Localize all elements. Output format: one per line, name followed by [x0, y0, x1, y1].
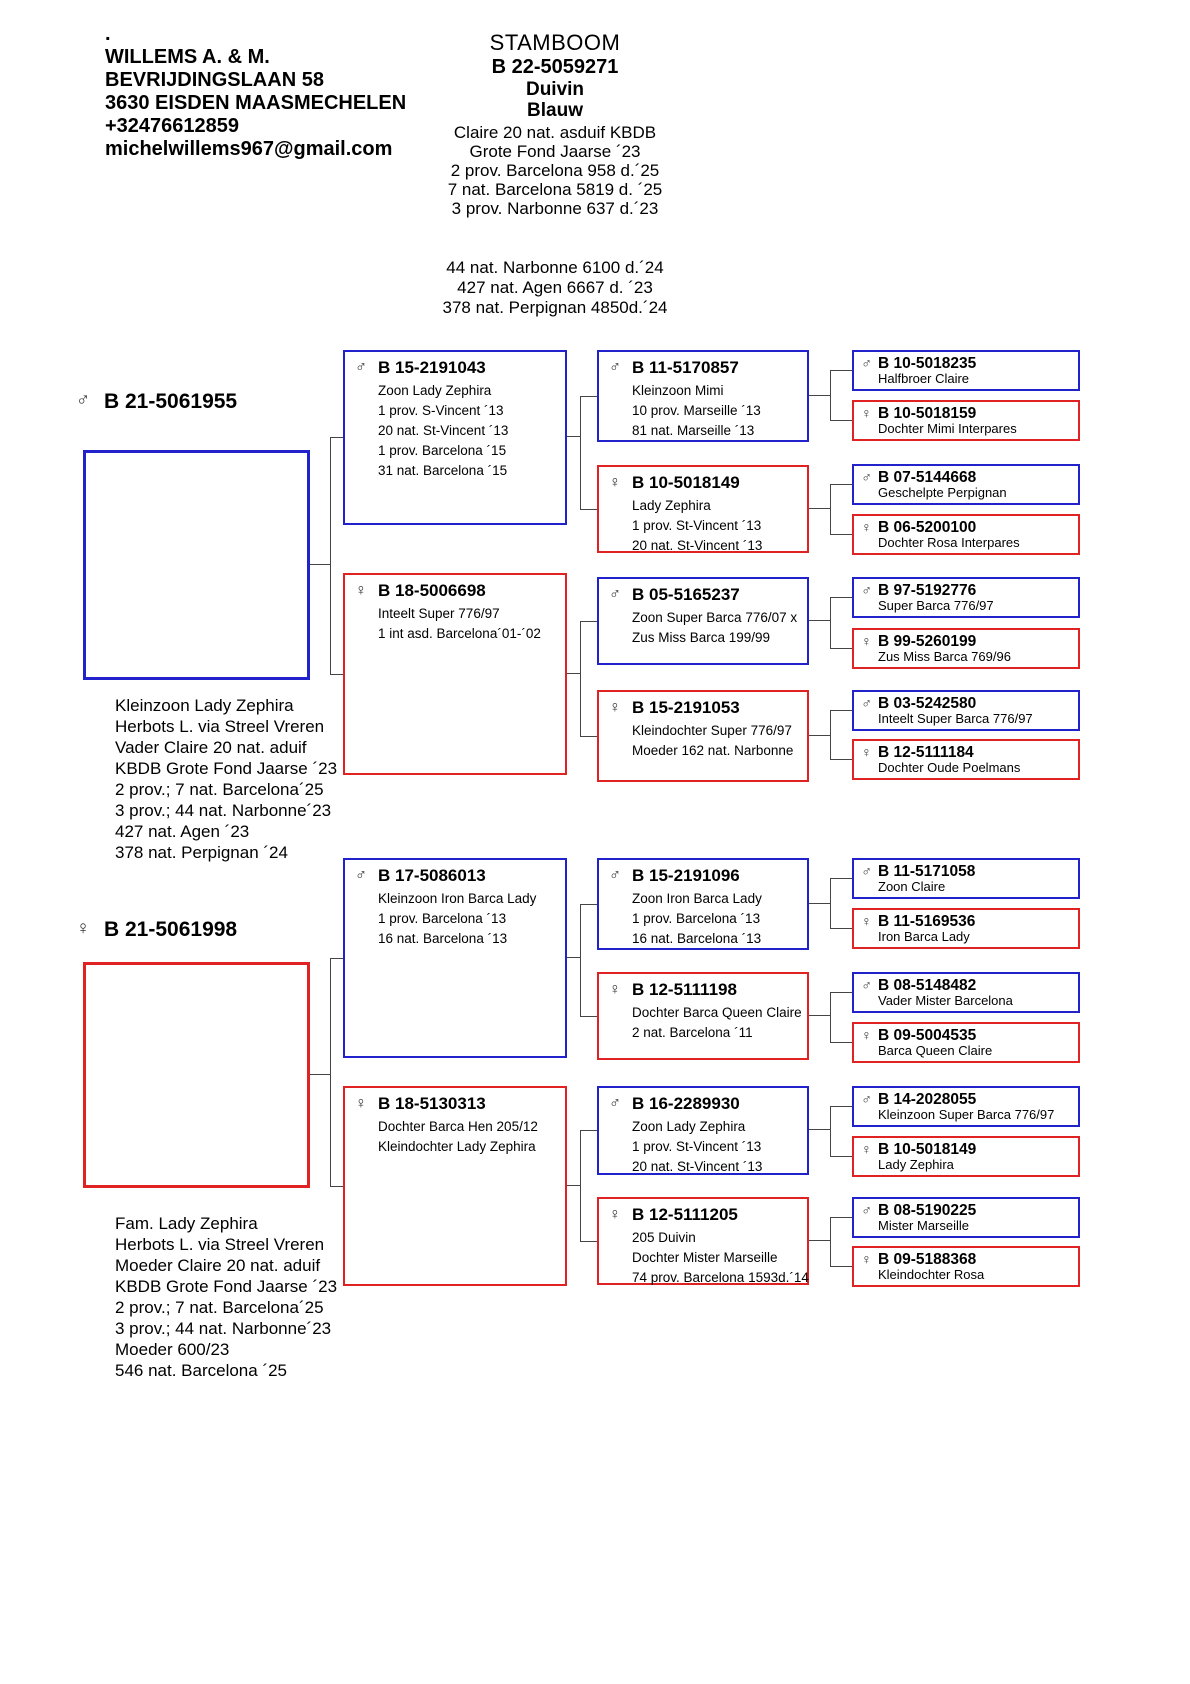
connector-line — [809, 395, 830, 396]
bird-name-label: Barca Queen Claire — [878, 1043, 993, 1058]
male-symbol-icon: ♂ — [609, 867, 621, 884]
ring-number: B 05-5165237 — [632, 585, 740, 604]
male-symbol-icon: ♂ — [861, 863, 872, 879]
text-line: Kleinzoon Mimi — [632, 383, 724, 398]
ring-number: B 11-5171058 — [878, 863, 976, 880]
text-line: Kleinzoon Lady Zephira — [115, 696, 294, 715]
pedigree-box — [597, 690, 809, 782]
connector-line — [830, 420, 852, 421]
ring-number: B 15-2191053 — [632, 698, 740, 717]
pedigree-box — [597, 465, 809, 553]
bird-name-label: Mister Marseille — [878, 1218, 970, 1233]
text-line: Herbots L. via Streel Vreren — [115, 717, 325, 736]
female-symbol-icon: ♀ — [609, 981, 621, 998]
text-line: KBDB Grote Fond Jaarse ´23 — [115, 759, 338, 778]
detail-lines — [599, 1224, 807, 1288]
bird-name-label: Halfbroer Claire — [878, 371, 970, 386]
text-line: Kleindochter Lady Zephira — [378, 1139, 536, 1154]
connector-line — [830, 878, 831, 929]
connector-line — [330, 1186, 343, 1187]
ring-number: B 03-5242580 — [878, 695, 977, 712]
subject-ring-number: B 22-5059271 — [491, 56, 619, 78]
pedigree-box — [343, 1086, 567, 1286]
connector-line — [310, 564, 330, 565]
text-line: 2 prov. Barcelona 958 d.´25 — [450, 161, 660, 180]
detail-lines — [599, 1113, 807, 1177]
breeder-info — [105, 46, 406, 161]
connector-line — [330, 958, 331, 1187]
female-symbol-icon: ♀ — [861, 519, 872, 535]
connector-line — [809, 508, 830, 509]
connector-line — [809, 1129, 830, 1130]
ring-number: B 07-5144668 — [878, 469, 977, 486]
connector-line — [830, 597, 852, 598]
pedigree-box — [852, 1246, 1080, 1287]
connector-line — [809, 620, 830, 621]
text-line: 1 prov. St-Vincent ´13 — [632, 518, 762, 533]
bird-name-label: Dochter Rosa Interpares — [878, 535, 1020, 550]
connector-line — [809, 735, 830, 736]
text-line: 1 prov. Barcelona ´13 — [378, 911, 507, 926]
dam-notes — [115, 1213, 337, 1381]
connector-line — [830, 370, 852, 371]
pedigree-box — [852, 1086, 1080, 1127]
text-line: 378 nat. Perpignan ´24 — [115, 843, 288, 862]
sire-label — [73, 390, 237, 413]
title-block — [400, 30, 710, 218]
connector-line — [830, 878, 852, 879]
pedigree-box — [852, 690, 1080, 731]
female-symbol-icon: ♀ — [861, 405, 872, 421]
pedigree-box — [852, 739, 1080, 780]
connector-line — [830, 992, 831, 1043]
text-line: 3 prov.; 44 nat. Narbonne´23 — [115, 1319, 332, 1338]
female-symbol-icon: ♀ — [355, 1095, 367, 1112]
connector-line — [567, 1185, 580, 1186]
ring-number: B 10-5018235 — [878, 355, 977, 372]
bird-name-label: Super Barca 776/97 — [878, 598, 994, 613]
ring-number: B 17-5086013 — [378, 866, 486, 885]
pedigree-box — [852, 350, 1080, 391]
text-line: +32476612859 — [105, 115, 240, 137]
pedigree-box — [343, 350, 567, 525]
connector-line — [580, 621, 581, 737]
female-symbol-icon: ♀ — [861, 1027, 872, 1043]
bird-name-label: Zoon Claire — [878, 879, 946, 894]
connector-line — [580, 621, 597, 622]
text-line: Zoon Iron Barca Lady — [632, 891, 762, 906]
text-line: BEVRIJDINGSLAAN 58 — [105, 69, 324, 91]
male-symbol-icon: ♂ — [355, 867, 367, 884]
ring-number: B 16-2289930 — [632, 1094, 740, 1113]
bird-name-label: Dochter Mimi Interpares — [878, 421, 1017, 436]
ring-number: B 14-2028055 — [878, 1091, 977, 1108]
text-line: 16 nat. Barcelona ´13 — [378, 931, 508, 946]
connector-line — [580, 904, 581, 1017]
bird-name-label: Kleinzoon Super Barca 776/97 — [878, 1107, 1055, 1122]
connector-line — [580, 396, 581, 510]
male-symbol-icon: ♂ — [609, 1095, 621, 1112]
pedigree-box — [597, 858, 809, 950]
ring-number: B 18-5006698 — [378, 581, 486, 600]
pedigree-box — [852, 628, 1080, 669]
female-symbol-icon: ♀ — [861, 1141, 872, 1157]
connector-line — [330, 958, 343, 959]
text-line: Lady Zephira — [632, 498, 711, 513]
detail-lines — [599, 885, 807, 949]
detail-lines — [599, 717, 807, 761]
female-symbol-icon: ♀ — [609, 1206, 621, 1223]
connector-line — [830, 534, 852, 535]
ring-number: B 15-2191043 — [378, 358, 486, 377]
connector-line — [830, 1266, 852, 1267]
text-line: 3630 EISDEN MAASMECHELEN — [105, 92, 407, 114]
ring-number: B 10-5018149 — [632, 473, 740, 492]
sire-notes — [115, 695, 337, 863]
text-line: Kleinzoon Iron Barca Lady — [378, 891, 537, 906]
text-line: 2 prov.; 7 nat. Barcelona´25 — [115, 1298, 324, 1317]
detail-lines — [345, 600, 565, 644]
pedigree-box — [597, 1086, 809, 1175]
pedigree-box — [852, 514, 1080, 555]
connector-line — [580, 736, 597, 737]
ring-number: B 10-5018159 — [878, 405, 977, 422]
text-line: 1 int asd. Barcelona´01-´02 — [378, 626, 541, 641]
bird-name-label: Vader Mister Barcelona — [878, 993, 1013, 1008]
pedigree-box — [852, 464, 1080, 505]
subject-results — [400, 123, 710, 218]
text-line: 7 nat. Barcelona 5819 d. ´25 — [447, 180, 663, 199]
connector-line — [830, 992, 852, 993]
female-symbol-icon: ♀ — [861, 1251, 872, 1267]
connector-line — [580, 1241, 597, 1242]
connector-line — [580, 396, 597, 397]
connector-line — [567, 957, 580, 958]
text-line: Vader Claire 20 nat. aduif — [115, 738, 307, 757]
text-line: 20 nat. St-Vincent ´13 — [632, 1159, 763, 1174]
ring-number: B 12-5111184 — [878, 744, 974, 761]
dam-label — [73, 918, 237, 941]
ring-number: B 18-5130313 — [378, 1094, 486, 1113]
male-symbol-icon: ♂ — [355, 359, 367, 376]
female-symbol-icon: ♀ — [861, 633, 872, 649]
ring-number: B 09-5004535 — [878, 1027, 977, 1044]
female-symbol-icon: ♀ — [609, 699, 621, 716]
detail-lines — [599, 999, 807, 1043]
connector-line — [580, 904, 597, 905]
pedigree-box — [852, 1022, 1080, 1063]
female-symbol-icon: ♀ — [861, 744, 872, 760]
connector-line — [809, 1240, 830, 1241]
male-symbol-icon: ♂ — [861, 1202, 872, 1218]
text-line: Kleindochter Super 776/97 — [632, 723, 792, 738]
pedigree-box — [343, 573, 567, 775]
bird-name-label: Kleindochter Rosa — [878, 1267, 985, 1282]
female-symbol-icon: ♀ — [609, 474, 621, 491]
connector-line — [830, 928, 852, 929]
male-symbol-icon: ♂ — [861, 977, 872, 993]
connector-line — [567, 436, 580, 437]
pedigree-box — [852, 908, 1080, 949]
connector-line — [830, 370, 831, 421]
detail-lines — [345, 1113, 565, 1157]
text-line: 2 nat. Barcelona ´11 — [632, 1025, 753, 1040]
additional-results — [400, 258, 710, 318]
pedigree-box — [852, 858, 1080, 899]
sire-photo-box — [83, 450, 310, 680]
male-symbol-icon: ♂ — [861, 582, 872, 598]
ring-number: B 10-5018149 — [878, 1141, 977, 1158]
connector-line — [830, 1217, 852, 1218]
ring-number: B 08-5190225 — [878, 1202, 977, 1219]
bird-name-label: Iron Barca Lady — [878, 929, 970, 944]
subject-sex-label: Duivin — [525, 79, 585, 100]
pedigree-box — [852, 577, 1080, 618]
text-line: Herbots L. via Streel Vreren — [115, 1235, 325, 1254]
text-line: 546 nat. Barcelona ´25 — [115, 1361, 288, 1380]
ring-number: B 97-5192776 — [878, 582, 977, 599]
connector-line — [830, 710, 831, 760]
male-symbol-icon: ♂ — [75, 390, 91, 411]
dam-photo-box — [83, 962, 310, 1188]
connector-line — [330, 437, 343, 438]
pedigree-box — [852, 972, 1080, 1013]
text-line: Dochter Barca Queen Claire — [632, 1005, 802, 1020]
text-line: 44 nat. Narbonne 6100 d.´24 — [446, 258, 664, 277]
connector-line — [830, 648, 852, 649]
text-line: 20 nat. St-Vincent ´13 — [632, 538, 763, 553]
male-symbol-icon: ♂ — [861, 355, 872, 371]
ring-number: B 08-5148482 — [878, 977, 977, 994]
connector-line — [830, 484, 852, 485]
ring-number: B 21-5061998 — [104, 918, 238, 941]
connector-line — [830, 597, 831, 649]
connector-line — [580, 509, 597, 510]
ring-number: B 12-5111198 — [632, 980, 737, 999]
connector-line — [580, 1130, 597, 1131]
connector-line — [830, 1106, 831, 1157]
female-symbol-icon: ♀ — [861, 913, 872, 929]
text-line: Zoon Super Barca 776/07 x — [632, 610, 798, 625]
text-line: Claire 20 nat. asduif KBDB — [453, 123, 657, 142]
detail-lines — [345, 885, 565, 949]
bird-name-label: Lady Zephira — [878, 1157, 954, 1172]
connector-line — [580, 1016, 597, 1017]
text-line: 1 prov. St-Vincent ´13 — [632, 1139, 762, 1154]
text-line: Moeder 600/23 — [115, 1340, 230, 1359]
connector-line — [330, 437, 331, 675]
text-line: 10 prov. Marseille ´13 — [632, 403, 761, 418]
ring-number: B 99-5260199 — [878, 633, 977, 650]
text-line: Grote Fond Jaarse ´23 — [469, 142, 641, 161]
connector-line — [830, 1106, 852, 1107]
female-symbol-icon: ♀ — [75, 918, 91, 939]
ring-number: B 12-5111205 — [632, 1205, 738, 1224]
detail-lines — [345, 377, 565, 481]
connector-line — [310, 1074, 330, 1075]
page-title: STAMBOOM — [489, 30, 621, 55]
pedigree-box — [597, 577, 809, 665]
text-line: KBDB Grote Fond Jaarse ´23 — [115, 1277, 338, 1296]
text-line: Dochter Barca Hen 205/12 — [378, 1119, 538, 1134]
text-line: 1 prov. S-Vincent ´13 — [378, 403, 504, 418]
ring-number: B 09-5188368 — [878, 1251, 977, 1268]
connector-line — [567, 673, 580, 674]
bird-name-label: Dochter Oude Poelmans — [878, 760, 1021, 775]
text-line: 81 nat. Marseille ´13 — [632, 423, 755, 438]
pedigree-box — [852, 400, 1080, 441]
connector-line — [830, 484, 831, 535]
male-symbol-icon: ♂ — [609, 359, 621, 376]
connector-line — [830, 1042, 852, 1043]
text-line: Moeder Claire 20 nat. aduif — [115, 1256, 321, 1275]
subject-color-label: Blauw — [527, 100, 583, 121]
text-line: Inteelt Super 776/97 — [378, 606, 500, 621]
text-line: Dochter Mister Marseille — [632, 1250, 778, 1265]
text-line: 16 nat. Barcelona ´13 — [632, 931, 762, 946]
header-dot: . — [105, 23, 111, 45]
connector-line — [330, 674, 343, 675]
text-line: 20 nat. St-Vincent ´13 — [378, 423, 509, 438]
male-symbol-icon: ♂ — [609, 586, 621, 603]
text-line: Fam. Lady Zephira — [115, 1214, 258, 1233]
male-symbol-icon: ♂ — [861, 1091, 872, 1107]
connector-line — [830, 1156, 852, 1157]
text-line: 74 prov. Barcelona 1593d.´14 — [632, 1270, 809, 1285]
ring-number: B 15-2191096 — [632, 866, 740, 885]
pedigree-box — [597, 1197, 809, 1285]
ring-number: B 11-5170857 — [632, 358, 739, 377]
bird-name-label: Zus Miss Barca 769/96 — [878, 649, 1011, 664]
ring-number: B 11-5169536 — [878, 913, 976, 930]
text-line: 427 nat. Agen 6667 d. ´23 — [457, 278, 653, 297]
text-line: 3 prov. Narbonne 637 d.´23 — [451, 199, 659, 218]
pedigree-box — [597, 972, 809, 1060]
ring-number: B 21-5061955 — [104, 390, 238, 413]
bird-name-label: Geschelpte Perpignan — [878, 485, 1007, 500]
text-line: 427 nat. Agen ´23 — [115, 822, 250, 841]
ring-number: B 06-5200100 — [878, 519, 977, 536]
pedigree-box — [597, 350, 809, 442]
text-line: 3 prov.; 44 nat. Narbonne´23 — [115, 801, 332, 820]
text-line: Zus Miss Barca 199/99 — [632, 630, 771, 645]
text-line: 2 prov.; 7 nat. Barcelona´25 — [115, 780, 324, 799]
bird-name-label: Inteelt Super Barca 776/97 — [878, 711, 1033, 726]
connector-line — [830, 759, 852, 760]
text-line: 1 prov. Barcelona ´15 — [378, 443, 507, 458]
male-symbol-icon: ♂ — [861, 469, 872, 485]
pedigree-box — [852, 1136, 1080, 1177]
text-line: Zoon Lady Zephira — [378, 383, 492, 398]
pedigree-box — [343, 858, 567, 1058]
detail-lines — [599, 377, 807, 441]
connector-line — [580, 1130, 581, 1242]
detail-lines — [599, 604, 807, 648]
text-line: WILLEMS A. & M. — [105, 46, 270, 68]
connector-line — [830, 1217, 831, 1267]
connector-line — [830, 710, 852, 711]
text-line: Zoon Lady Zephira — [632, 1119, 746, 1134]
detail-lines — [599, 492, 807, 556]
male-symbol-icon: ♂ — [861, 695, 872, 711]
text-line: Moeder 162 nat. Narbonne — [632, 743, 794, 758]
text-line: 1 prov. Barcelona ´13 — [632, 911, 761, 926]
text-line: michelwillems967@gmail.com — [105, 138, 393, 160]
connector-line — [809, 1015, 830, 1016]
connector-line — [809, 903, 830, 904]
text-line: 205 Duivin — [632, 1230, 696, 1245]
female-symbol-icon: ♀ — [355, 582, 367, 599]
text-line: 378 nat. Perpignan 4850d.´24 — [442, 298, 668, 317]
pedigree-box — [852, 1197, 1080, 1238]
text-line: 31 nat. Barcelona ´15 — [378, 463, 508, 478]
